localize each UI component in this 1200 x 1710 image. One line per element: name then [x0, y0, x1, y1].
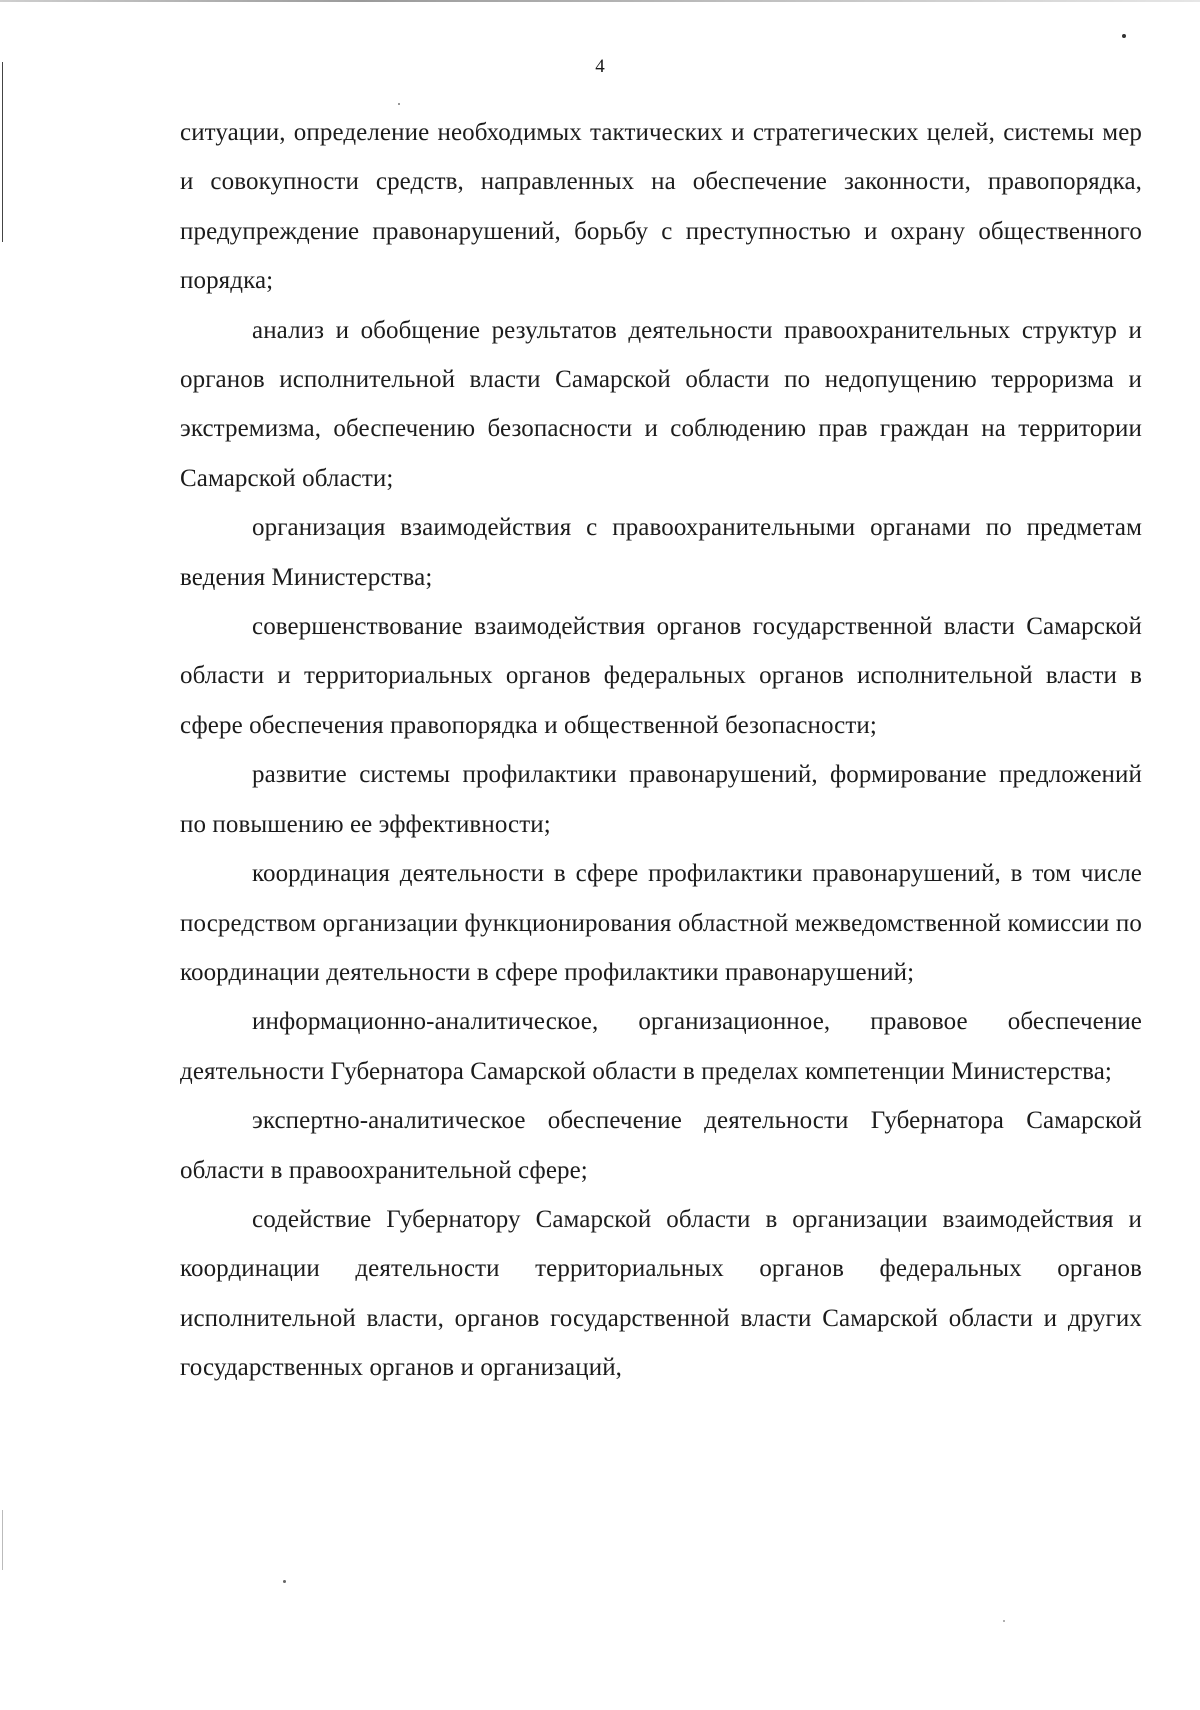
- document-body: [180, 108, 1142, 1393]
- scan-speck: [283, 1580, 286, 1583]
- scan-margin-mark: [2, 62, 3, 242]
- paragraph: содействие Губернатору Самарской области в организации взаимодействия и координации деятельности территориальных органов федеральных органов исполнительной власти, органов государственной власти Самарской области и других государственных органов и организаций,: [180, 1205, 1142, 1382]
- paragraph: координация деятельности в сфере профилактики правонарушений, в том числе посредством организации функционирования областной межведомственной комиссии по координации деятельности в сфере профилактики правонарушений;: [180, 860, 1142, 986]
- scan-speck: [1003, 1620, 1005, 1622]
- paragraph-continuation: ситуации, определение необходимых тактических и стратегических целей, системы мер и совокупности средств, направленных на обеспечение законности, правопорядка, предупреждение правонарушений, борьбу с преступностью и охрану общественного порядка;: [180, 119, 1142, 295]
- paragraph: организация взаимодействия с правоохранительными органами по предметам ведения Министерства;: [180, 514, 1142, 591]
- page-number: 4: [595, 56, 605, 77]
- paragraph: совершенствование взаимодействия органов государственной власти Самарской области и территориальных органов федеральных органов исполнительной власти в сфере обеспечения правопорядка и общественной безопасности;: [180, 613, 1142, 739]
- paragraph: экспертно-аналитическое обеспечение деятельности Губернатора Самарской области в правоохранительной сфере;: [180, 1107, 1142, 1184]
- paragraph: анализ и обобщение результатов деятельности правоохранительных структур и органов исполнительной власти Самарской области по недопущению терроризма и экстремизма, обеспечению безопасности и соблюдению прав граждан на территории Самарской области;: [180, 316, 1142, 492]
- scan-edge-line: [0, 0, 1200, 2]
- scan-speck: [398, 103, 400, 105]
- paragraph: развитие системы профилактики правонарушений, формирование предложений по повышению ее эффективности;: [180, 761, 1142, 838]
- paragraph: информационно-аналитическое, организационное, правовое обеспечение деятельности Губернатора Самарской области в пределах компетенции Министерства;: [180, 1008, 1142, 1085]
- scan-speck: [1122, 34, 1126, 38]
- scan-margin-mark: [2, 1510, 3, 1570]
